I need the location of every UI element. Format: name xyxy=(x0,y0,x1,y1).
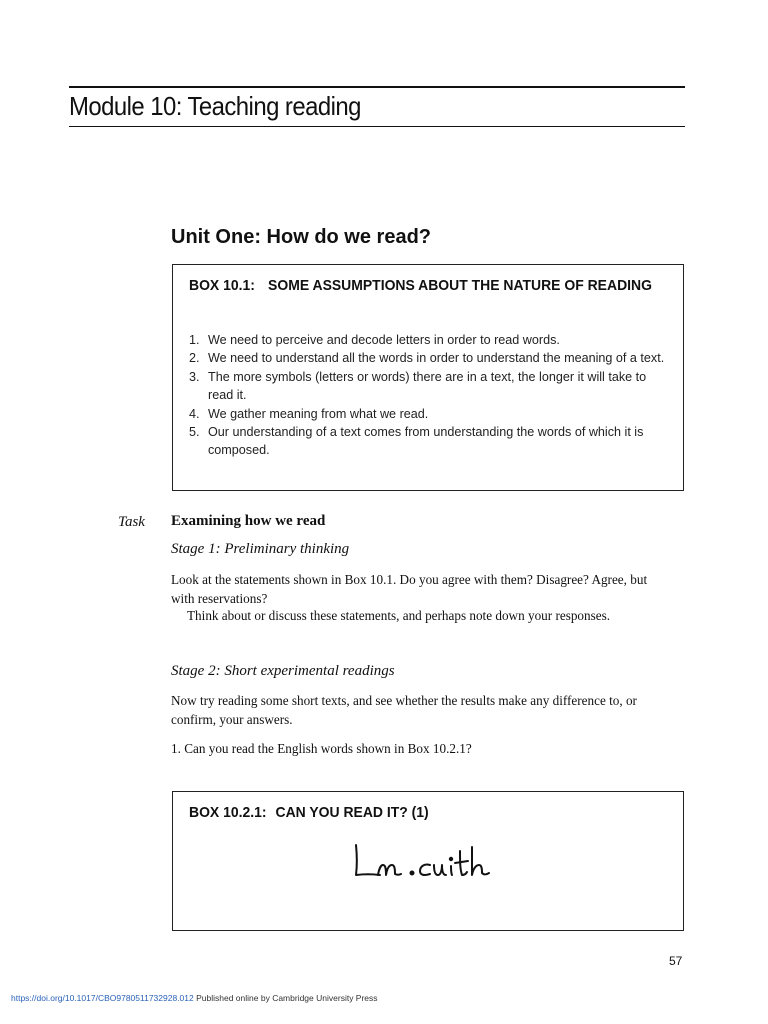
list-item-text: We need to perceive and decode letters in order to read words. xyxy=(208,333,560,347)
list-item xyxy=(189,349,673,367)
box-assumptions-label: BOX 10.1: xyxy=(189,277,255,294)
list-item-text: We gather meaning from what we read. xyxy=(208,406,429,421)
assumptions-list xyxy=(189,331,673,460)
box-can-you-read-it xyxy=(172,791,684,931)
stage2-question-1: 1. Can you read the English words shown in Box 10.2.1? xyxy=(171,741,472,756)
footer xyxy=(11,993,378,1003)
list-item-number: 2. xyxy=(189,351,200,366)
page-number: 57 xyxy=(669,954,683,968)
box-can-you-read-it-heading xyxy=(189,803,713,822)
stage1-title: Stage 1: Preliminary thinking xyxy=(171,541,350,557)
list-item-number: 5. xyxy=(189,425,200,440)
box-assumptions-title: SOME ASSUMPTIONS ABOUT THE NATURE OF READING xyxy=(268,277,652,294)
list-item-text: We need to understand all the words in order to understand the meaning of a text. xyxy=(208,351,665,366)
list-item-text: Our understanding of a text comes from understanding the words of which it is composed. xyxy=(208,425,644,458)
box-can-you-read-it-label: BOX 10.2.1: xyxy=(189,804,267,821)
box-assumptions xyxy=(172,264,684,491)
unit-title: Unit One: How do we read? xyxy=(171,226,432,248)
list-item xyxy=(189,368,673,405)
box-assumptions-heading xyxy=(189,276,705,295)
list-item-number: 3. xyxy=(189,369,200,384)
list-item-number: 1. xyxy=(189,333,200,347)
module-title: Module 10: Teaching reading xyxy=(69,91,361,121)
stage1-paragraph-2: Think about or discuss these statements, and perhaps note down your responses. xyxy=(187,608,611,623)
box-can-you-read-it-title: CAN YOU READ IT? (1) xyxy=(275,804,429,821)
stage2-title: Stage 2: Short experimental readings xyxy=(171,663,395,679)
stage1-paragraph-1: Look at the statements shown in Box 10.1. Do you agree with them? Disagree? Agree, but with reservations? xyxy=(171,572,648,606)
task-title: Examining how we read xyxy=(171,513,326,529)
list-item-text: The more symbols (letters or words) there are in a text, the longer it will take to read it. xyxy=(208,369,647,403)
list-item xyxy=(189,331,673,349)
list-item xyxy=(189,405,673,423)
published-note: Published online by Cambridge University Press xyxy=(193,993,378,1003)
doi-link[interactable]: https://doi.org/10.1017/CBO9780511732928.012 xyxy=(11,993,194,1003)
task-label: Task xyxy=(118,514,145,530)
stage2-paragraph-1: Now try reading some short texts, and see whether the results make any difference to, or confirm, your answers. xyxy=(171,693,637,727)
handwriting-image xyxy=(348,837,498,887)
module-header xyxy=(69,86,685,127)
list-item xyxy=(189,423,673,460)
list-item-number: 4. xyxy=(189,406,200,421)
